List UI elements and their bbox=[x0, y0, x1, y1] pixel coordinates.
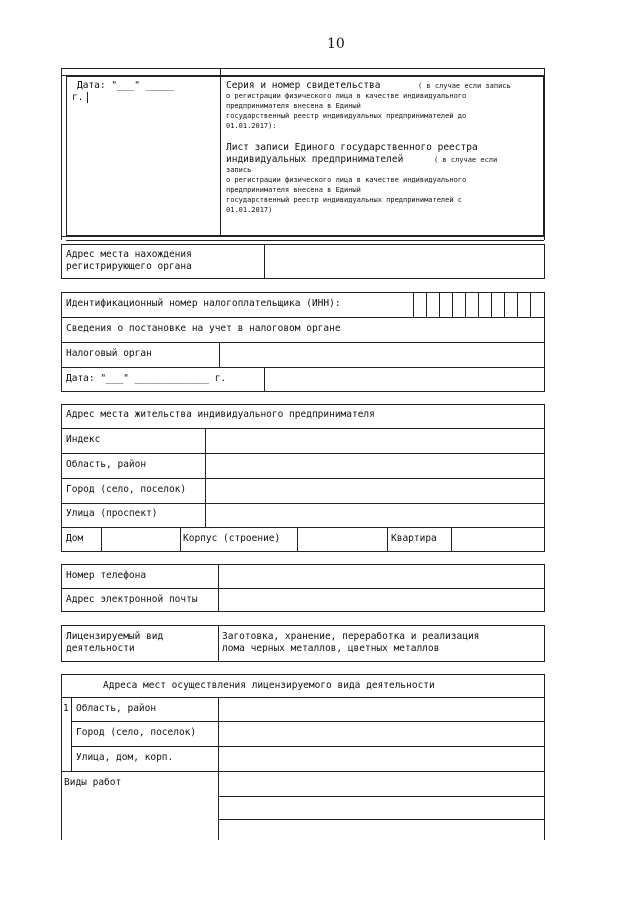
index-label: Индекс bbox=[66, 434, 101, 445]
licensed-activity-label: Лицензируемый вид bbox=[66, 631, 164, 642]
city-field[interactable] bbox=[207, 480, 541, 501]
region-label: Область, район bbox=[66, 459, 147, 470]
tax-registration-label: Сведения о постановке на учет в налоговом органе bbox=[66, 323, 341, 334]
sheet-note-line: 01.01.2017) bbox=[226, 206, 273, 214]
house-field[interactable] bbox=[103, 529, 178, 550]
building-label: Корпус (строение) bbox=[183, 533, 281, 544]
series-note-line: 01.01.2017): bbox=[226, 122, 277, 130]
series-title: Серия и номер свидетельства bbox=[226, 80, 381, 91]
activity-addresses-title: Адреса мест осуществления лицензируемого вида деятельности bbox=[103, 680, 435, 691]
tax-authority-label: Налоговый орган bbox=[66, 348, 152, 359]
series-note-line: государственный реестр индивидуальных предпринимателей до bbox=[226, 112, 467, 120]
licensed-activity-value: лома черных металлов, цветных металлов bbox=[222, 643, 440, 654]
apartment-label: Квартира bbox=[391, 533, 437, 544]
tax-date-label: Дата: "___" _____________ г. bbox=[66, 373, 227, 384]
inn-label: Идентификационный номер налогоплательщика (ИНН): bbox=[66, 298, 341, 309]
page-number: 10 bbox=[327, 36, 345, 52]
sheet-note-line: предпринимателя внесена в Единый bbox=[226, 186, 361, 194]
registrar-address-value[interactable] bbox=[266, 246, 542, 277]
activity-street-label: Улица, дом, корп. bbox=[76, 752, 174, 763]
street-label: Улица (проспект) bbox=[66, 508, 158, 519]
building-field[interactable] bbox=[299, 529, 385, 550]
house-label: Дом bbox=[66, 533, 84, 544]
apartment-field[interactable] bbox=[453, 529, 541, 550]
activity-region-label: Область, район bbox=[76, 703, 157, 714]
phone-field[interactable] bbox=[220, 566, 541, 586]
text-cursor bbox=[87, 92, 88, 103]
email-label: Адрес электронной почты bbox=[66, 594, 198, 605]
registrar-address-label: регистрирующего органа bbox=[66, 261, 192, 272]
sheet-note-line: ( в случае если bbox=[434, 156, 498, 164]
sheet-note-line: о регистрации физического лица в качестве индивидуального bbox=[226, 176, 467, 184]
series-note-line: ( в случае если запись bbox=[418, 82, 511, 90]
sheet-note-line: государственный реестр индивидуальных предпринимателей с bbox=[226, 196, 463, 204]
sheet-title-line: индивидуальных предпринимателей bbox=[226, 154, 404, 165]
certificate-date-label: Дата: "___" _____ bbox=[77, 80, 175, 91]
activity-city-field[interactable] bbox=[220, 723, 541, 744]
work-types-label: Виды работ bbox=[64, 777, 122, 788]
index-field[interactable] bbox=[207, 430, 541, 451]
sheet-note-line: запись bbox=[226, 166, 252, 174]
phone-label: Номер телефона bbox=[66, 570, 147, 581]
email-field[interactable] bbox=[220, 590, 541, 610]
tax-date-extra-field[interactable] bbox=[266, 369, 542, 390]
registrar-address-label: Адрес места нахождения bbox=[66, 249, 192, 260]
city-label: Город (село, поселок) bbox=[66, 484, 187, 495]
certificate-date-cell bbox=[66, 76, 221, 236]
activity-region-field[interactable] bbox=[220, 699, 541, 719]
series-note-line: о регистрации физического лица в качестве индивидуального bbox=[226, 92, 467, 100]
series-note-line: предпринимателя внесена в Единый bbox=[226, 102, 361, 110]
row-number: 1 bbox=[63, 703, 69, 714]
residence-title: Адрес места жительства индивидуального предпринимателя bbox=[66, 409, 375, 420]
region-field[interactable] bbox=[207, 455, 541, 476]
tax-authority-field[interactable] bbox=[221, 344, 541, 365]
certificate-year-suffix: г. bbox=[72, 92, 84, 103]
street-field[interactable] bbox=[207, 505, 541, 525]
licensed-activity-label: деятельности bbox=[66, 643, 135, 654]
activity-street-field[interactable] bbox=[220, 748, 541, 769]
work-types-field[interactable] bbox=[220, 773, 541, 838]
activity-city-label: Город (село, поселок) bbox=[76, 727, 197, 738]
licensed-activity-value: Заготовка, хранение, переработка и реализация bbox=[222, 631, 480, 642]
sheet-title-line: Лист записи Единого государственного реестра bbox=[226, 142, 478, 153]
